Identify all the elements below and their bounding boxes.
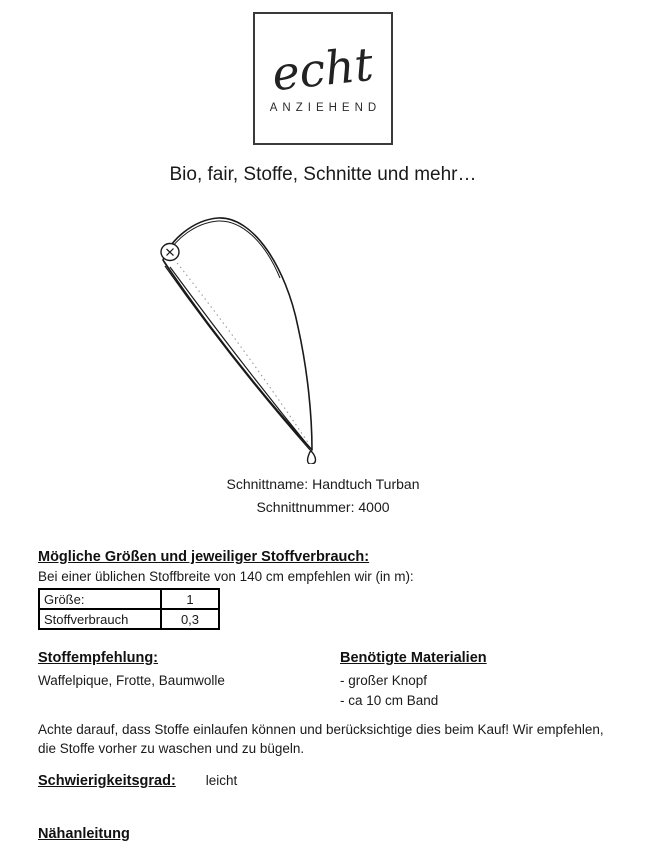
list-item: - großer Knopf [340,673,428,688]
difficulty-value: leicht [205,773,238,788]
instructions-heading: Nähanleitung [38,826,130,842]
sizes-section-heading: Mögliche Größen und jeweiliger Stoffverbrauch: [38,549,370,565]
logo-subtitle: ANZIEHEND [269,101,382,114]
pattern-number-line: Schnittnummer: 4000 [256,499,390,515]
turban-illustration [118,212,380,464]
usage-row-value: 0,3 [161,609,219,629]
list-item: - ca 10 cm Band [340,693,439,708]
usage-row-label: Stoffverbrauch [39,609,161,629]
sizes-section-intro: Bei einer üblichen Stoffbreite von 140 cm empfehlen wir (in m): [38,569,414,584]
pattern-name-block [0,473,646,519]
turban-outline [163,218,312,450]
logo-wordmark: echt [269,36,377,101]
shrinkage-note: Achte darauf, dass Stoffe einlaufen können und berücksichtige dies beim Kauf! Wir empfehlen, die Stoffe vorher zu waschen und zu bügeln. [38,722,604,756]
materials-section-heading: Benötigte Materialien [340,650,487,666]
table-row [39,609,219,629]
fabric-section-body: Waffelpique, Frotte, Baumwolle [38,673,225,688]
size-fabric-table [38,588,220,630]
fabric-section-heading: Stoffempfehlung: [38,650,159,666]
brand-logo [253,12,393,145]
materials-list [340,671,438,711]
table-row [39,589,219,609]
difficulty-row [38,772,237,790]
size-row-label: Größe: [39,589,161,609]
size-row-value: 1 [161,589,219,609]
pattern-name-line: Schnittname: Handtuch Turban [226,476,420,492]
tagline: Bio, fair, Stoffe, Schnitte und mehr… [169,164,477,185]
turban-band-loop [308,450,316,464]
difficulty-heading: Schwierigkeitsgrad: [38,773,176,789]
